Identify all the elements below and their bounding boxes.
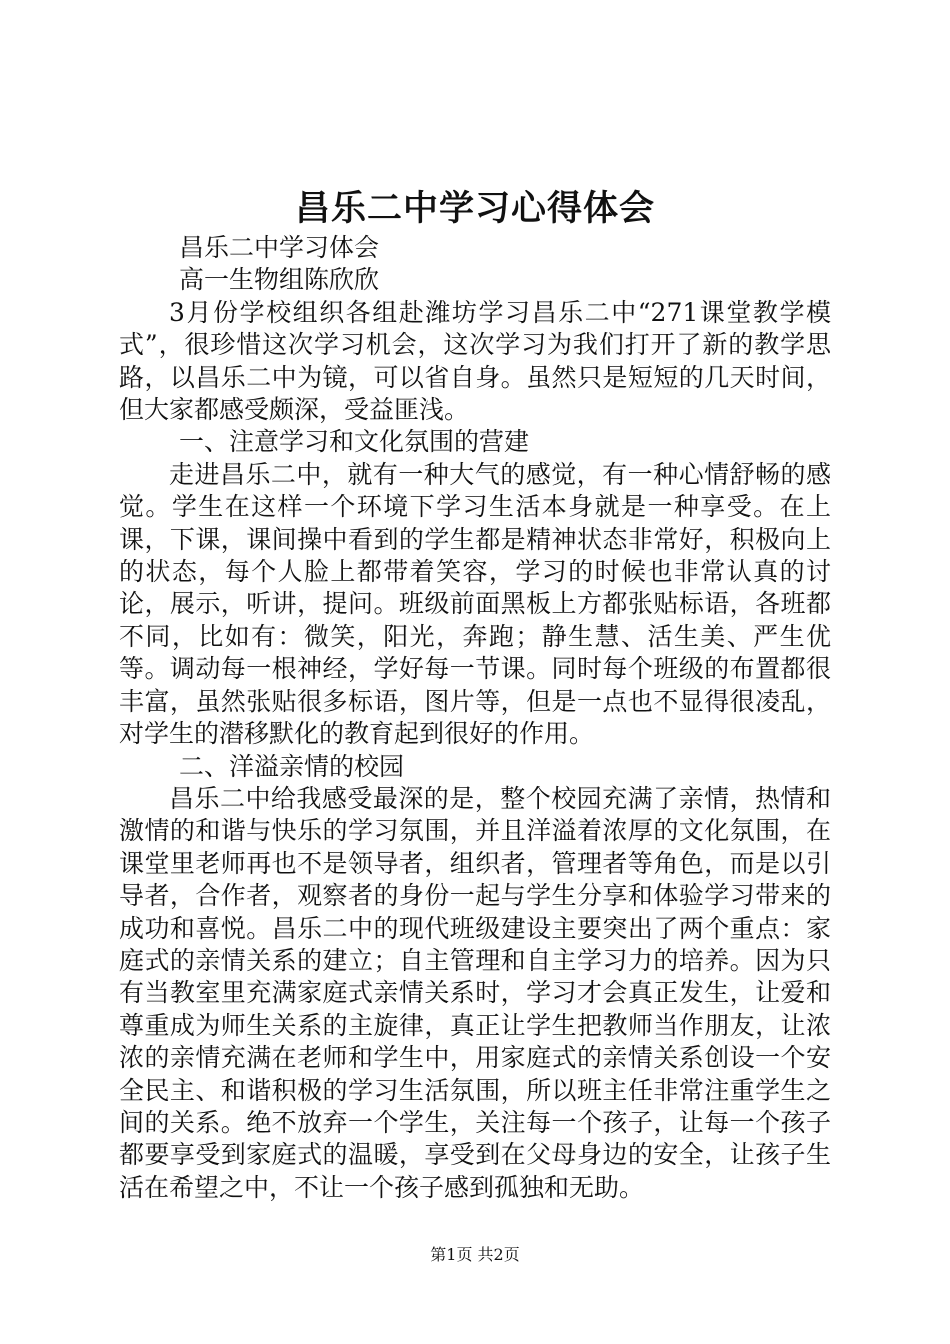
paragraph-section-2: 昌乐二中给我感受最深的是，整个校园充满了亲情，热情和激情的和谐与快乐的学习氛围，并且洋溢着浓厚的文化氛围，在课堂里老师再也不是领导者，组织者，管理者等角色，而是以引导者，合作者，观察者的身份一起与学生分享和体验学习带来的成功和喜悦。昌乐二中的现代班级建设主要突出了两个重点：家庭式的亲情关系的建立；自主管理和自主学习力的培养。因为只有当教室里充满家庭式亲情关系时，学习才会真正发生，让爱和尊重成为师生关系的主旋律，真正让学生把教师当作朋友，让浓浓的亲情充满在老师和学生中，用家庭式的亲情关系创设一个安全民主、和谐积极的学习生活氛围，所以班主任非常注重学生之间的关系。绝不放弃一个学生，关注每一个孩子，让每一个孩子都要享受到家庭式的温暖，享受到在父母身边的安全，让孩子生活在希望之中，不让一个孩子感到孤独和无助。 [119, 783, 831, 1202]
document-subtitle: 昌乐二中学习体会 [179, 233, 380, 262]
paragraph-section-1: 走进昌乐二中，就有一种大气的感觉，有一种心情舒畅的感觉。学生在这样一个环境下学习生活本身就是一种享受。在上课，下课，课间操中看到的学生都是精神状态非常好，积极向上的状态，每个人脸上都带着笑容，学习的时候也非常认真的讨论，展示，听讲，提问。班级前面黑板上方都张贴标语，各班都不同，比如有：微笑，阳光，奔跑；静生慧、活生美、严生优等。调动每一根神经，学好每一节课。同时每个班级的布置都很丰富，虽然张贴很多标语，图片等，但是一点也不显得很凌乱，对学生的潜移默化的教育起到很好的作用。 [119, 459, 831, 749]
document-body [119, 232, 831, 1204]
section-heading-1: 一、注意学习和文化氛围的营建 [179, 427, 530, 457]
document-author: 高一生物组陈欣欣 [179, 265, 380, 295]
document-title: 昌乐二中学习心得体会 [294, 188, 655, 229]
section-heading-2: 二、洋溢亲情的校园 [179, 751, 405, 781]
paragraph-intro: 3月份学校组织各组赴潍坊学习昌乐二中“271课堂教学模式”，很珍惜这次学习机会，这次学习为我们打开了新的教学思路，以昌乐二中为镜，可以省自身。虽然只是短短的几天时间，但大家都感受颇深，受益匪浅。 [119, 297, 831, 425]
page-number: 第1页 共2页 [430, 1245, 520, 1264]
